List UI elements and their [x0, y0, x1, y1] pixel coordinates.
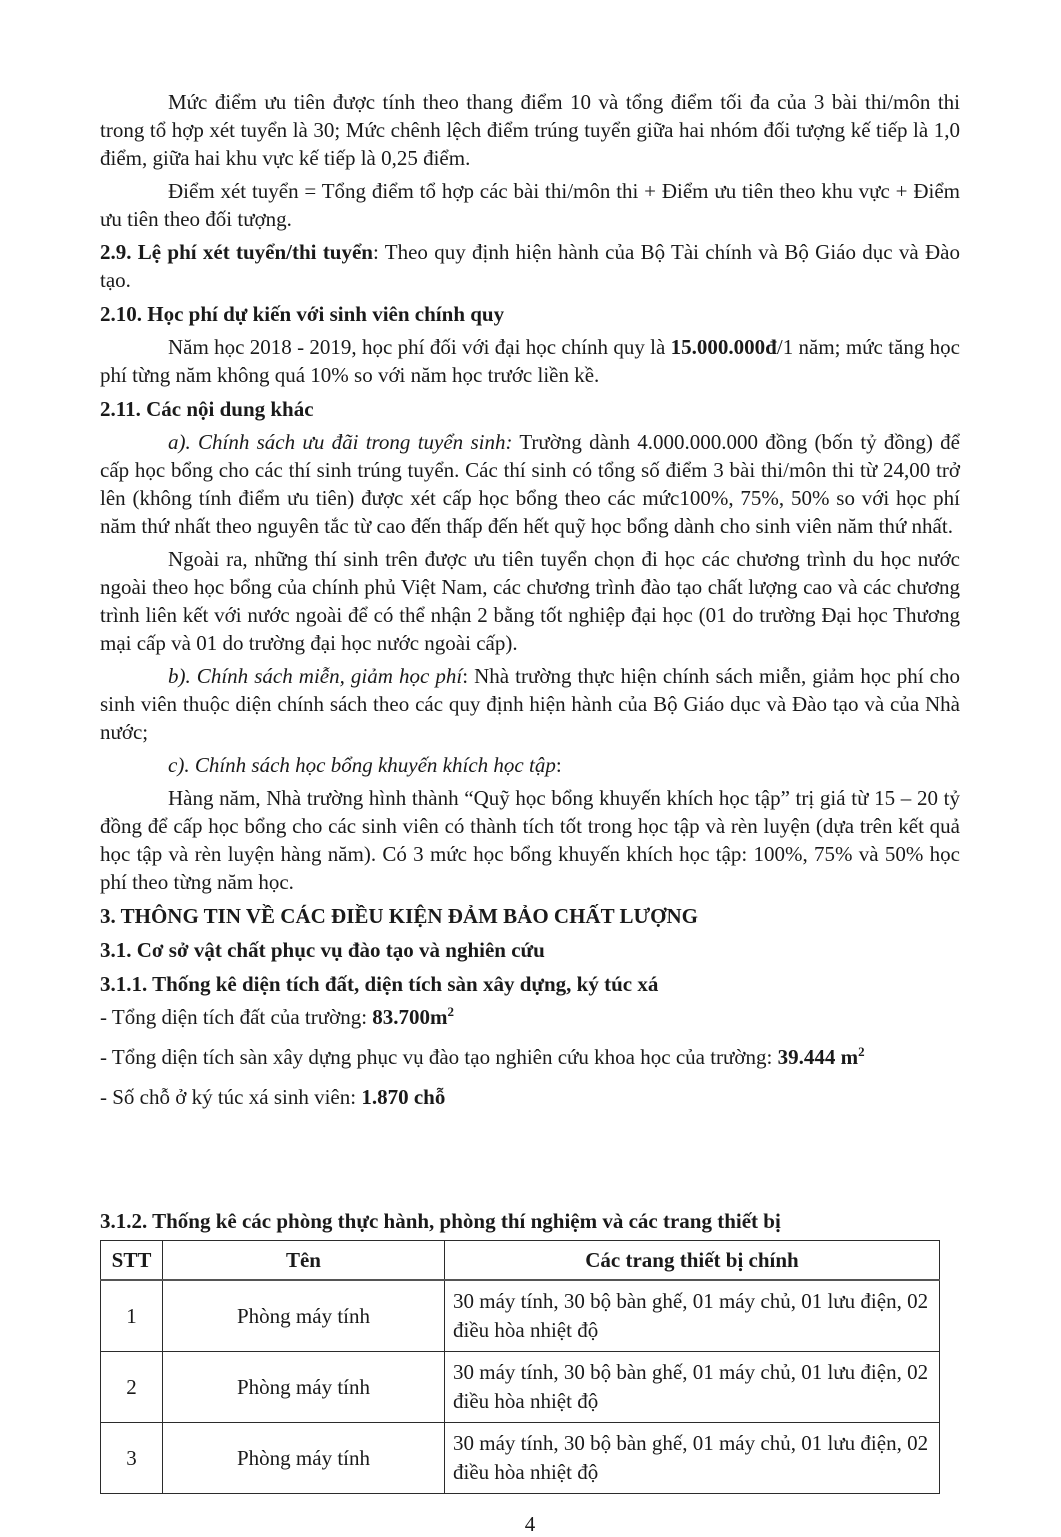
- section-2-10-heading: 2.10. Học phí dự kiến với sinh viên chính quy: [100, 302, 505, 326]
- policy-b-label: b). Chính sách miễn, giảm học phí: [168, 664, 463, 688]
- page-number: 4: [524, 1512, 536, 1536]
- land-area-value: 83.700m: [372, 1005, 448, 1029]
- row-2-ten: Phòng máy tính: [163, 1352, 445, 1423]
- row-1-stt: 1: [101, 1280, 163, 1352]
- policy-c-label: c). Chính sách học bổng khuyến khích học tập: [168, 753, 556, 777]
- fact-dormitory-places: - Số chỗ ở ký túc xá sinh viên: 1.870 chỗ: [100, 1085, 446, 1109]
- equipment-table: [100, 1240, 940, 1494]
- floor-area-value: 39.444 m: [777, 1045, 859, 1069]
- paragraph-priority-points: Mức điểm ưu tiên được tính theo thang điểm 10 và tổng điểm tối đa của 3 bài thi/môn thi trong tổ hợp xét tuyển là 30; Mức chênh lệch điểm trúng tuyển giữa hai nhóm đối tượng kế tiếp là 1,0 điểm, giữa hai khu vực kế tiếp là 0,25 điểm.: [100, 90, 960, 170]
- row-1-ten: Phòng máy tính: [163, 1280, 445, 1352]
- paragraph-admission-score-formula: Điểm xét tuyển = Tổng điểm tổ hợp các bài thi/môn thi + Điểm ưu tiên theo khu vực + Điểm ưu tiên theo đối tượng.: [100, 179, 960, 231]
- header-ten: Tên: [163, 1241, 445, 1281]
- land-area-sup: 2: [447, 1004, 455, 1019]
- paragraph-policy-c-text: Hàng năm, Nhà trường hình thành “Quỹ học bổng khuyến khích học tập” trị giá từ 15 – 20 tỷ đồng để cấp học bổng cho các sinh viên có thành tích tốt trong học tập và rèn luyện (dựa trên kết quả học tập và rèn luyện hàng năm). Có 3 mức học bổng khuyến khích học tập: 100%, 75% và 50% học phí theo từng năm học.: [100, 786, 960, 894]
- section-2-11-heading: 2.11. Các nội dung khác: [100, 397, 314, 421]
- fact-floor-area: - Tổng diện tích sàn xây dựng phục vụ đào tạo nghiên cứu khoa học của trường: 39.444 $m^2$: [100, 1044, 865, 1069]
- row-3-equipment: 30 máy tính, 30 bộ bàn ghế, 01 máy chủ, 01 lưu điện, 02 điều hòa nhiệt độ: [445, 1423, 940, 1494]
- table-row: [101, 1280, 940, 1352]
- section-2-9-text: : Theo quy định hiện hành của Bộ Tài chính và Bộ Giáo dục và Đào tạo.: [100, 240, 960, 292]
- row-3-stt: 3: [101, 1423, 163, 1494]
- dormitory-places-value: 1.870 chỗ: [361, 1085, 446, 1109]
- policy-a-label: a). Chính sách ưu đãi trong tuyển sinh:: [168, 430, 513, 454]
- row-2-equipment: 30 máy tính, 30 bộ bàn ghế, 01 máy chủ, 01 lưu điện, 02 điều hòa nhiệt độ: [445, 1352, 940, 1423]
- section-2-9: [100, 238, 960, 294]
- section-2-9-label: 2.9. Lệ phí xét tuyển/thi tuyển: [100, 240, 373, 264]
- floor-area-sup: 2: [858, 1044, 865, 1059]
- table-row: [101, 1423, 940, 1494]
- row-2-stt: 2: [101, 1352, 163, 1423]
- section-3-1-1-heading: 3.1.1. Thống kê diện tích đất, diện tích sàn xây dựng, ký túc xá: [100, 972, 659, 996]
- header-equipment: Các trang thiết bị chính: [445, 1241, 940, 1281]
- fact-land-area: - Tổng diện tích đất của trường: $83.700m^2$: [100, 1004, 455, 1029]
- section-3-heading: 3. THÔNG TIN VỀ CÁC ĐIỀU KIỆN ĐẢM BẢO CHẤT LƯỢNG: [100, 904, 698, 928]
- vertical-gap: [100, 1123, 960, 1201]
- table-row: [101, 1352, 940, 1423]
- paragraph-scholarship-policy-a: a). Chính sách ưu đãi trong tuyển sinh: Trường dành 4.000.000.000 đồng (bốn tỷ đồng) để cấp học bổng cho các thí sinh trúng tuyển. Các thí sinh có tổng số điểm 3 bài thi/môn thi từ 24,00 trở lên (không tính điểm ưu tiên) được xét cấp học bổng theo các mức100%, 75%, 50% so với học phí năm thứ nhất theo nguyên tắc từ cao đến thấp đến hết quỹ học bổng dành cho sinh viên năm thứ nhất.: [100, 430, 960, 538]
- paragraph-tuition-fee: Năm học 2018 - 2019, học phí đối với đại học chính quy là 15.000.000đ/1 năm; mức tăng học phí từng năm không quá 10% so với năm học trước liền kề.: [100, 335, 960, 387]
- section-3-1-2-heading: 3.1.2. Thống kê các phòng thực hành, phòng thí nghiệm và các trang thiết bị: [100, 1209, 781, 1233]
- paragraph-policy-c-label: c). Chính sách học bổng khuyến khích học tập:: [168, 753, 562, 777]
- row-1-equipment: 30 máy tính, 30 bộ bàn ghế, 01 máy chủ, 01 lưu điện, 02 điều hòa nhiệt độ: [445, 1280, 940, 1352]
- paragraph-policy-b: b). Chính sách miễn, giảm học phí: Nhà trường thực hiện chính sách miễn, giảm học phí cho sinh viên thuộc diện chính sách theo các quy định hiện hành của Bộ Giáo dục và Đào tạo và của Nhà nước;: [100, 664, 960, 744]
- header-stt: STT: [101, 1241, 163, 1281]
- tuition-amount: 15.000.000đ: [670, 335, 777, 359]
- section-3-1-heading: 3.1. Cơ sở vật chất phục vụ đào tạo và nghiên cứu: [100, 938, 545, 962]
- paragraph-scholarship-policy-a-more: Ngoài ra, những thí sinh trên được ưu tiên tuyển chọn đi học các chương trình du học nước ngoài theo học bổng của chính phủ Việt Nam, các chương trình đào tạo chất lượng cao và các chương trình liên kết với nước ngoài để có thể nhận 2 bằng tốt nghiệp đại học (01 do trường Đại học Thương mại cấp và 01 do trường đại học nước ngoài cấp).: [100, 547, 960, 655]
- table-header-row: [101, 1241, 940, 1281]
- row-3-ten: Phòng máy tính: [163, 1423, 445, 1494]
